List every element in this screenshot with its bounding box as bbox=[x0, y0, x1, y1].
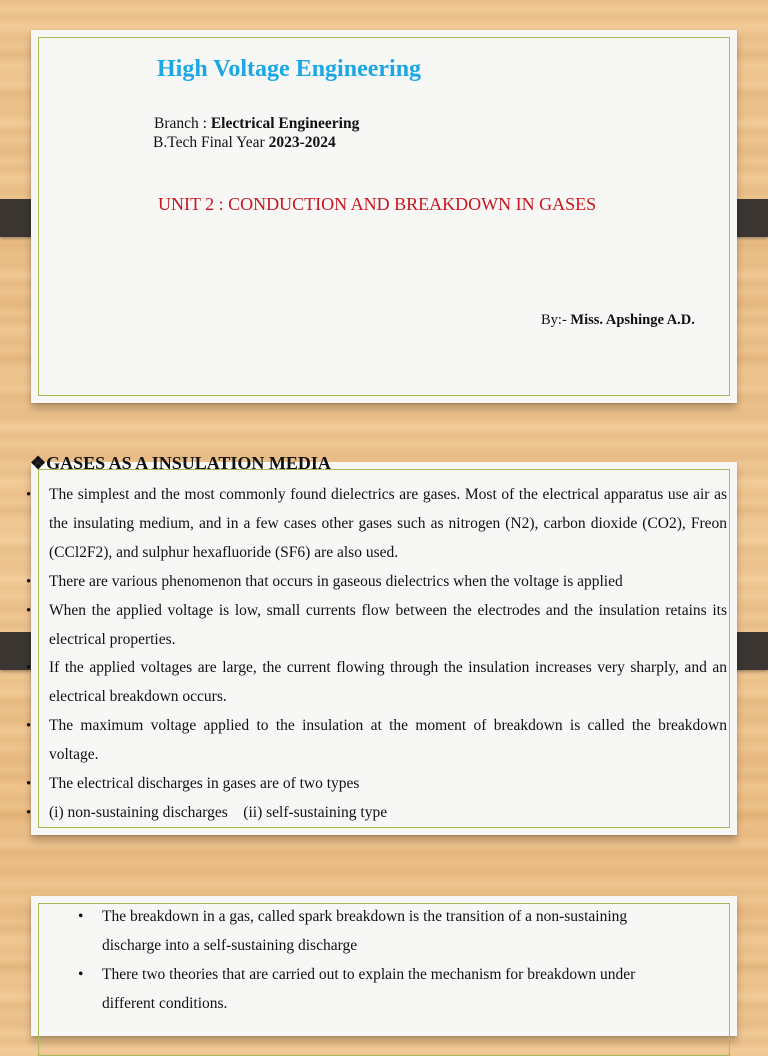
title-slide bbox=[31, 30, 737, 403]
branch-line bbox=[154, 115, 359, 133]
list-item: • The maximum voltage applied to the insulation at the moment of breakdown is called the breakdown voltage. bbox=[26, 712, 727, 770]
branch-value: Electrical Engineering bbox=[210, 115, 360, 132]
author-label: By:- bbox=[541, 312, 571, 328]
author-line bbox=[541, 312, 695, 329]
slide-border bbox=[38, 37, 730, 396]
list-item: • (i) non-sustaining discharges (ii) self-sustaining type bbox=[26, 799, 727, 828]
list-item: • The electrical discharges in gases are of two types bbox=[26, 770, 727, 799]
list-item: • The breakdown in a gas, called spark breakdown is the transition of a non-sustaining discharge into a self-sustaining discharge bbox=[78, 903, 678, 961]
section-heading-text: GASES AS A INSULATION MEDIA bbox=[46, 453, 331, 473]
unit-title: UNIT 2 : CONDUCTION AND BREAKDOWN IN GASES bbox=[158, 194, 597, 214]
author-name: Miss. Apshinge A.D. bbox=[570, 312, 695, 328]
list-item: • If the applied voltages are large, the current flowing through the insulation increases very sharply, and an electrical breakdown occurs. bbox=[26, 654, 727, 712]
section-heading bbox=[30, 453, 331, 474]
branch-label: Branch : bbox=[154, 115, 211, 132]
list-item: • There two theories that are carried out to explain the mechanism for breakdown under different conditions. bbox=[78, 961, 678, 1019]
list-item: • There are various phenomenon that occurs in gaseous dielectrics when the voltage is applied bbox=[26, 568, 727, 597]
year-line bbox=[153, 134, 336, 152]
year-label: B.Tech Final Year bbox=[153, 134, 269, 151]
bullet-list bbox=[26, 481, 727, 828]
slide-title: High Voltage Engineering bbox=[157, 56, 422, 82]
list-item: • When the applied voltage is low, small currents flow between the electrodes and the insulation retains its electrical properties. bbox=[26, 597, 727, 655]
diamond-bullet-icon: ❖ bbox=[30, 453, 47, 473]
list-item: • The simplest and the most commonly found dielectrics are gases. Most of the electrical apparatus use air as the insulating medium, and in a few cases other gases such as nitrogen (N2), carbon dioxide (CO2), Freon (CCl2F2), and sulphur hexafluoride (SF6) are also used. bbox=[26, 481, 727, 568]
bullet-list bbox=[78, 903, 678, 1019]
year-value: 2023-2024 bbox=[268, 134, 336, 151]
